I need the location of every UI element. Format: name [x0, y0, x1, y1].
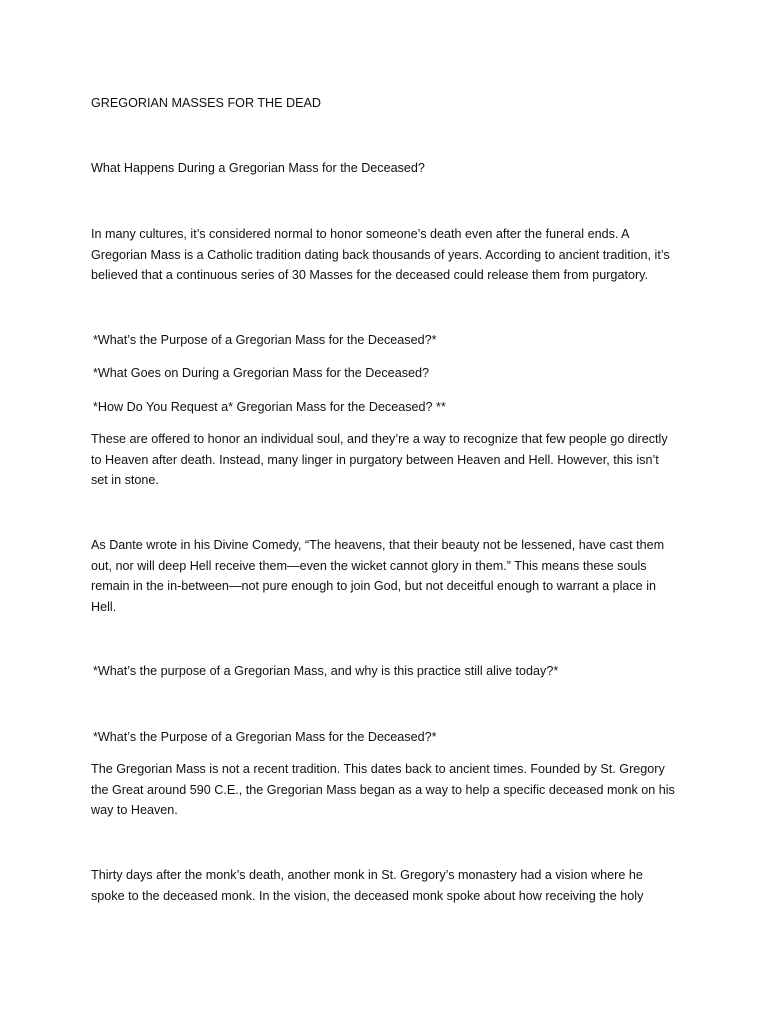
question-heading: *What’s the Purpose of a Gregorian Mass for the Deceased?*: [93, 730, 437, 744]
paragraph-line: The Gregorian Mass is not a recent tradition. This dates back to ancient times. Founded by St. Gregory: [91, 762, 665, 776]
paragraph-line: Hell.: [91, 599, 117, 614]
paragraph-line: These are offered to honor an individual soul, and they’re a way to recognize that few people go directly: [91, 432, 668, 446]
paragraph-line: the Great around 590 C.E., the Gregorian Mass began as a way to help a specific deceased monk on his: [91, 782, 675, 797]
paragraph-line: way to Heaven.: [91, 803, 178, 817]
question-heading: *What Goes on During a Gregorian Mass for the Deceased?: [93, 366, 430, 380]
question-heading: *What’s the Purpose of a Gregorian Mass for the Deceased?*: [93, 333, 437, 347]
paragraph-line: spoke to the deceased monk. In the vision, the deceased monk spoke about how receiving the holy: [91, 888, 644, 903]
paragraph-line: to Heaven after death. Instead, many linger in purgatory between Heaven and Hell. However, this isn’t: [91, 452, 659, 467]
paragraph-line: out, nor will deep Hell receive them—even the wicket cannot glory in them.” This means these souls: [91, 558, 647, 573]
paragraph-line: set in stone.: [91, 473, 159, 487]
paragraph-line: As Dante wrote in his Divine Comedy, “The heavens, that their beauty not be lessened, have cast them: [91, 538, 665, 552]
document-subtitle: What Happens During a Gregorian Mass for the Deceased?: [91, 161, 425, 175]
paragraph-line: Thirty days after the monk’s death, another monk in St. Gregory’s monastery had a vision where he: [91, 868, 643, 882]
paragraph-line: remain in the in-between—not pure enough to join God, but not deceitful enough to warrant a place in: [91, 579, 656, 593]
question-heading: *How Do You Request a* Gregorian Mass for the Deceased? **: [93, 400, 446, 414]
document-title: GREGORIAN MASSES FOR THE DEAD: [91, 96, 321, 110]
paragraph-line: believed that a continuous series of 30 Masses for the deceased could release them from purgatory.: [91, 268, 649, 282]
question-heading: *What’s the purpose of a Gregorian Mass, and why is this practice still alive today?*: [93, 664, 559, 678]
paragraph-line: Gregorian Mass is a Catholic tradition dating back thousands of years. According to ancient tradition, it’s: [91, 247, 670, 262]
paragraph-line: In many cultures, it’s considered normal to honor someone’s death even after the funeral ends. A: [91, 227, 630, 241]
